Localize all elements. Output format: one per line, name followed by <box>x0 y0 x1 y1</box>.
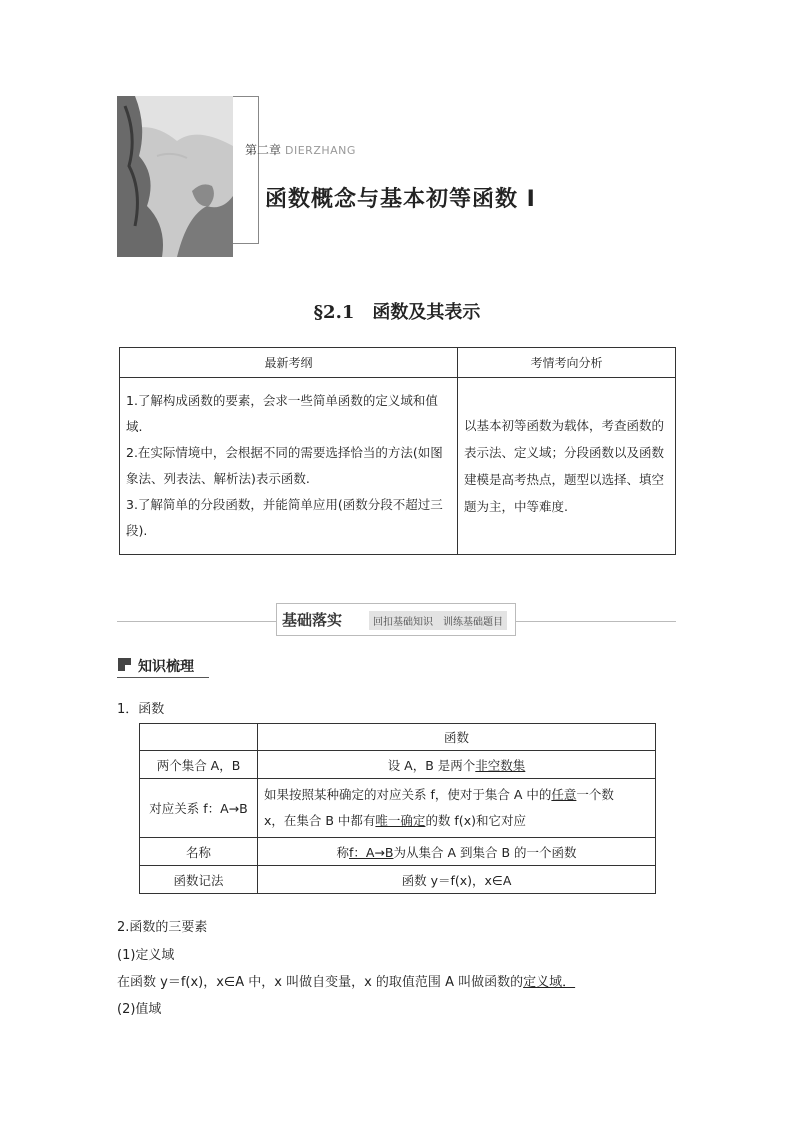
row-label-sets: 两个集合 A，B <box>140 751 258 779</box>
chapter-landscape-image <box>117 96 233 257</box>
chapter-number: 第二章 <box>245 143 282 157</box>
underlined-term: 非空数集 <box>475 757 526 773</box>
banner-divider-right <box>516 621 676 622</box>
chapter-title: 函数概念与基本初等函数 Ⅰ <box>265 187 536 212</box>
item1-heading: 1．函数 <box>117 702 165 717</box>
knowledge-heading: 知识梳理 <box>138 659 194 675</box>
outline-items-cell <box>120 378 458 555</box>
knowledge-underline <box>117 677 209 678</box>
function-definition-table <box>139 723 656 894</box>
header-exam-analysis: 考情考向分析 <box>458 348 676 378</box>
chapter-label <box>245 141 356 158</box>
domain-definition: 在函数 y＝f(x)，x∈A 中，x 叫做自变量，x 的取值范围 A 叫做函数的定义域． <box>117 975 576 990</box>
row-label-mapping: 对应关系 f：A→B <box>140 779 258 838</box>
chapter-frame <box>233 96 259 244</box>
row-label-notation: 函数记法 <box>140 866 258 894</box>
row-value-name: 称f：A→B为从集合 A 到集合 B 的一个函数 <box>258 838 656 866</box>
banner-title: 基础落实 <box>282 611 343 629</box>
underlined-term: 任意 <box>551 787 577 802</box>
row-value-sets: 设 A，B 是两个非空数集 <box>258 751 656 779</box>
row-value-mapping: 如果按照某种确定的对应关系 f，使对于集合 A 中的任意一个数 x，在集合 B 中都有唯一确定的数 f(x)和它对应 <box>258 779 656 838</box>
square-bullet-icon <box>118 658 131 671</box>
analysis-cell: 以基本初等函数为载体，考查函数的表示法、定义域；分段函数以及函数建模是高考热点，题型以选择、填空题为主，中等难度. <box>458 378 676 555</box>
section-title: §2.1 函数及其表示 <box>313 302 481 323</box>
outline-item: 2.在实际情境中，会根据不同的需要选择恰当的方法(如图象法、列表法、解析法)表示函数. <box>126 445 443 486</box>
outline-item: 3.了解简单的分段函数，并能简单应用(函数分段不超过三段). <box>126 497 443 538</box>
outline-item: 1.了解构成函数的要素，会求一些简单函数的定义域和值域. <box>126 393 438 434</box>
exam-outline-table <box>119 347 676 555</box>
item2-sub2: (2)值域 <box>117 1002 162 1017</box>
underlined-term: 定义域． <box>523 975 576 990</box>
banner-divider-left <box>117 621 277 622</box>
row-label-name: 名称 <box>140 838 258 866</box>
banner-subtitle: 回扣基础知识 训练基础题目 <box>369 611 507 630</box>
function-header: 函数 <box>258 724 656 751</box>
item2-sub1: (1)定义域 <box>117 948 175 963</box>
item2-heading: 2.函数的三要素 <box>117 920 208 935</box>
chapter-pinyin: DIERZHANG <box>285 144 356 157</box>
underlined-term: f：A→B <box>348 844 394 860</box>
row-value-notation: 函数 y＝f(x)，x∈A <box>258 866 656 894</box>
header-latest-outline: 最新考纲 <box>120 348 458 378</box>
underlined-term: 唯一确定 <box>375 813 426 828</box>
blank-header-cell <box>140 724 258 751</box>
